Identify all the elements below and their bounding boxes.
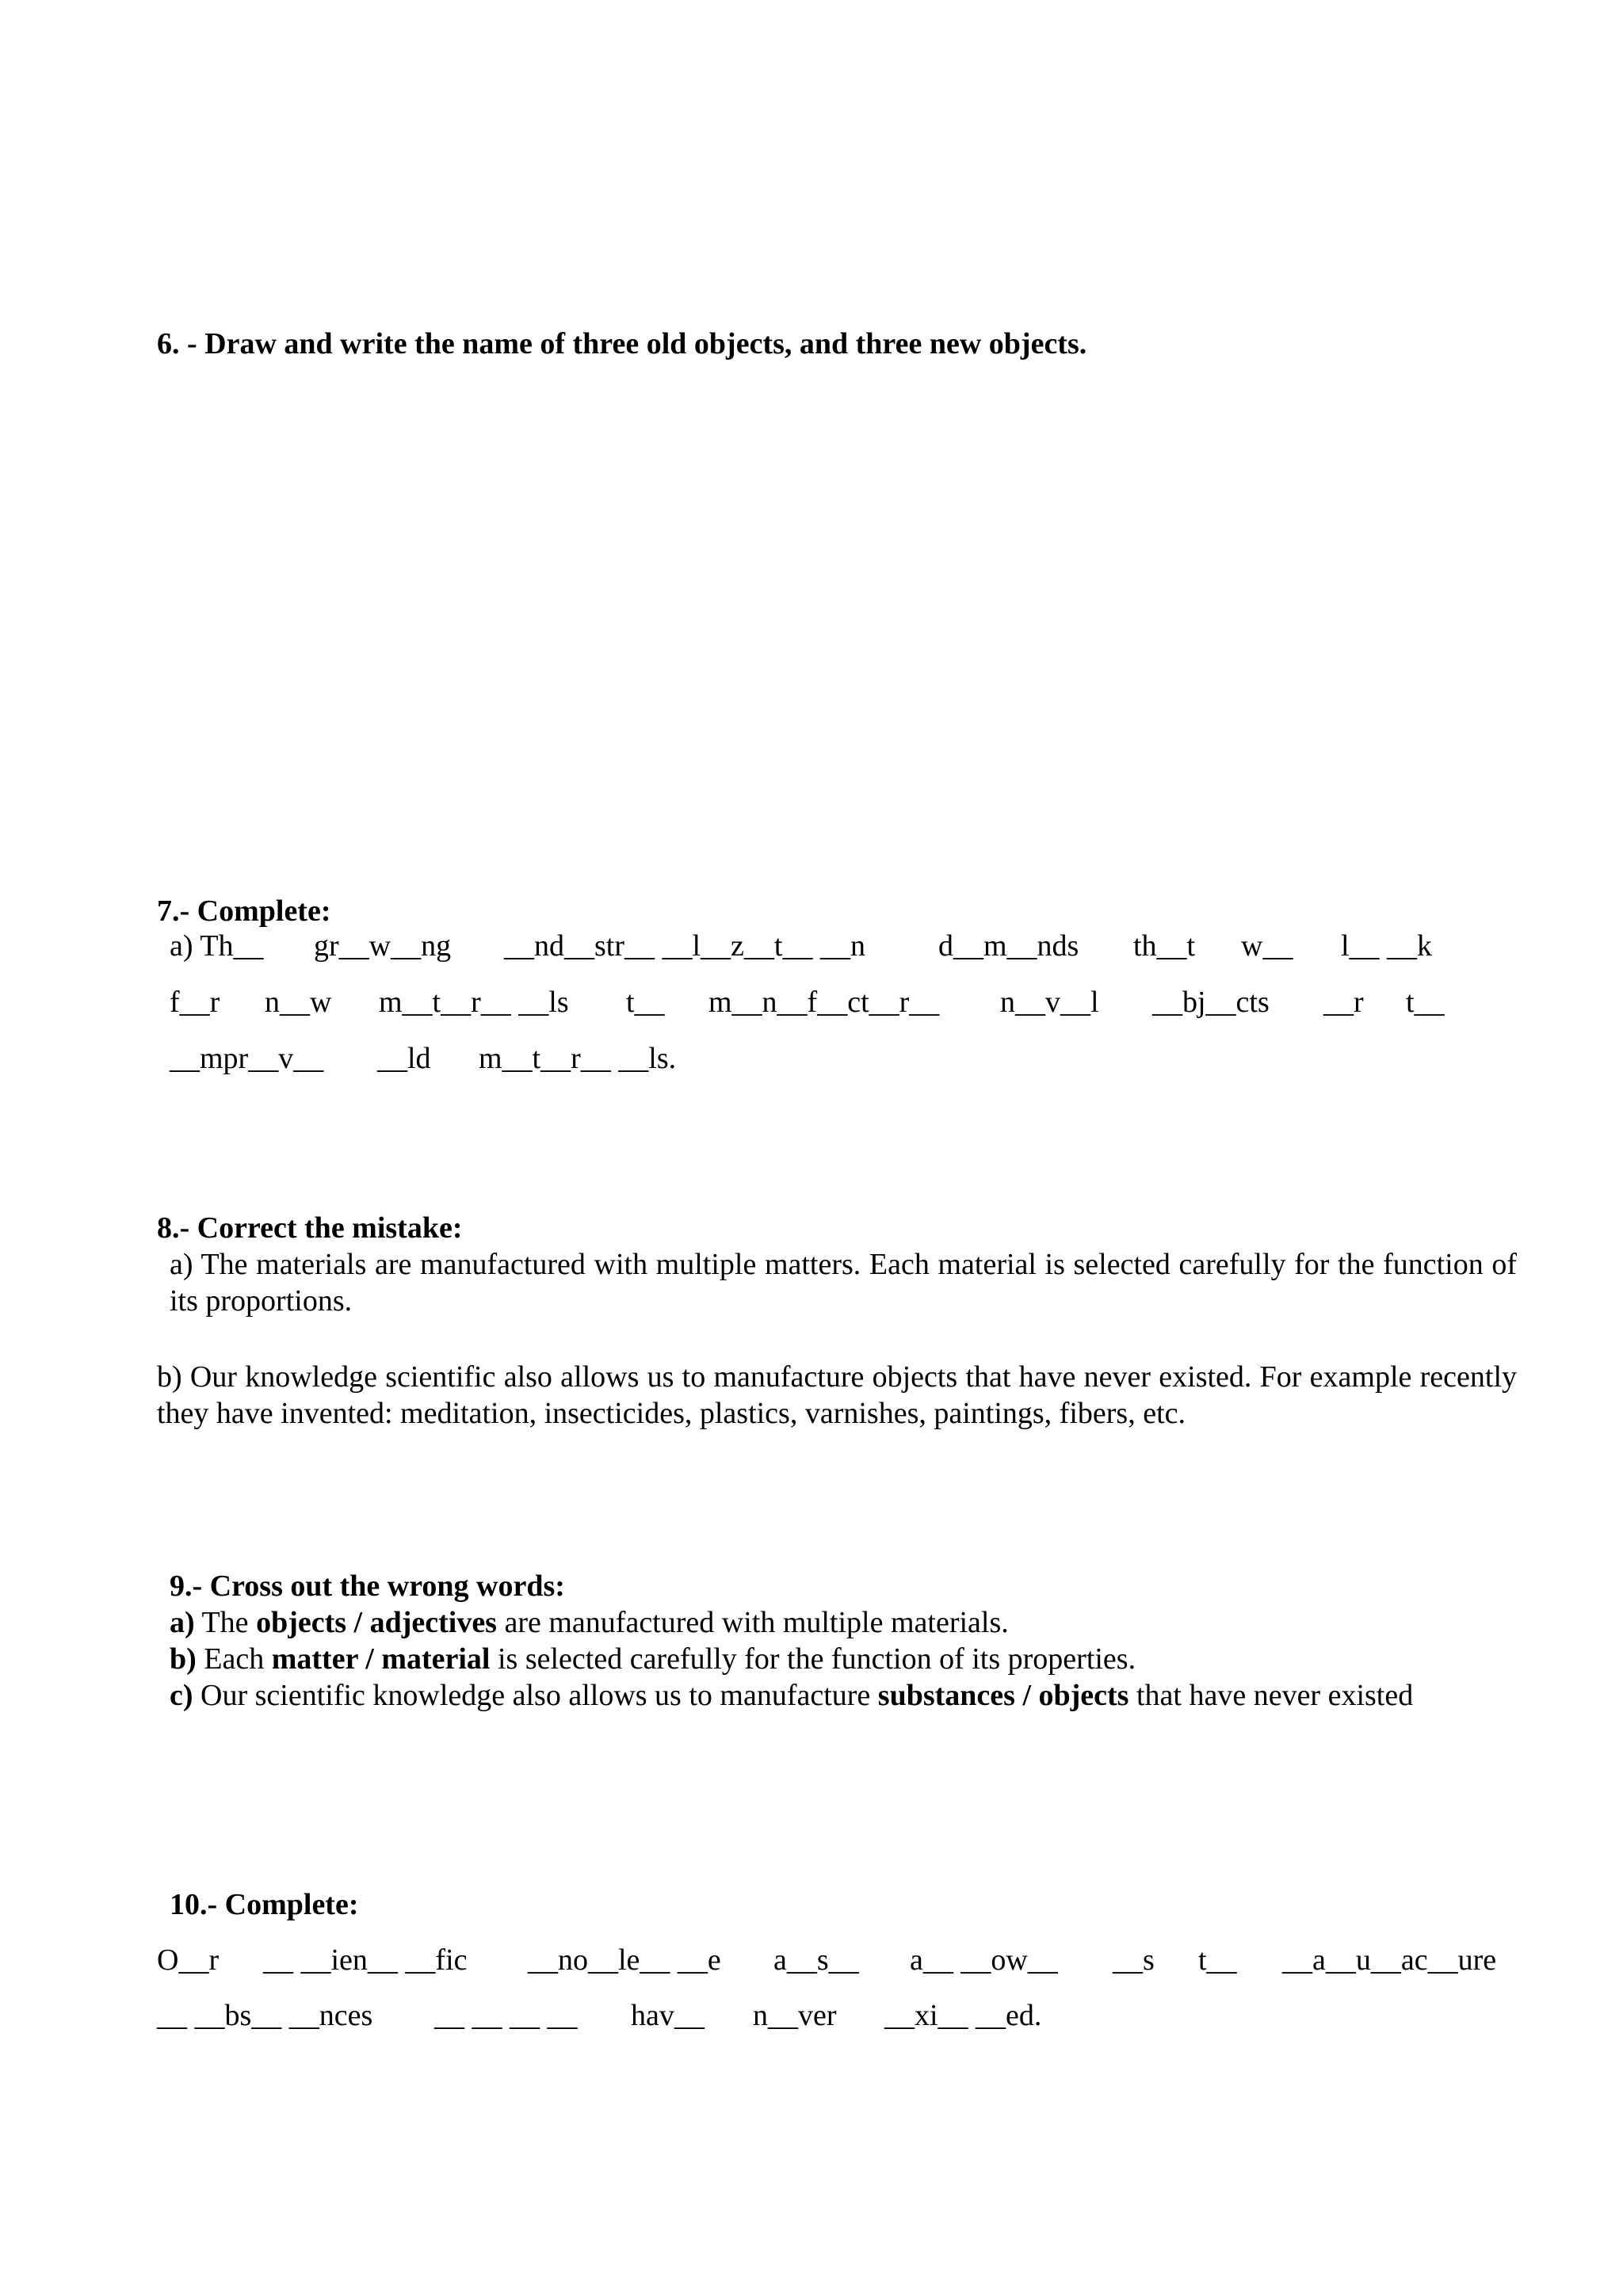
q7-line-1 [170, 929, 1432, 965]
q10-heading: 10.- Complete: [170, 1888, 359, 1921]
q7-blank-word: t__ [1406, 986, 1445, 1019]
q10-blank-word: __xi__ __ed. [884, 1999, 1042, 2032]
q10-blank-word: __ __ __ __ [434, 1999, 578, 2032]
q9-item-text: The [194, 1606, 257, 1639]
q9-item-label: c) [170, 1679, 193, 1712]
q9-item-text: Each [196, 1642, 272, 1676]
q7-blank-word: m__n__f__ct__r__ [708, 986, 940, 1019]
q7-blank-word: t__ [626, 986, 665, 1019]
q9-item-label: b) [170, 1642, 197, 1676]
q7-blank-word: __r [1323, 986, 1364, 1019]
q9-choice[interactable]: substances / objects [877, 1679, 1129, 1712]
q7-blank-word: f__r [170, 986, 220, 1019]
q10-blank-word: hav__ [631, 1999, 705, 2032]
q10-blank-word: __no__le__ __e [528, 1943, 721, 1977]
q9-item-b [170, 1642, 1136, 1678]
q7-blank-word: a) Th__ [170, 929, 264, 963]
q7-blank-word: l__ __k [1341, 929, 1433, 963]
q9-item-text: that have never existed [1128, 1679, 1414, 1712]
q10-blank-word: O__r [157, 1943, 220, 1977]
q8-item-a: a) The materials are manufactured with multiple matters. Each material is selected carefully for the function of its proportions. [170, 1248, 1517, 1318]
q7-line-2 [170, 985, 1445, 1021]
q9-item-a [170, 1605, 1009, 1642]
q7-blank-word: __bj__cts [1152, 986, 1270, 1019]
q7-blank-word: th__t [1133, 929, 1196, 963]
q7-blank-word: m__t__r__ __ls [379, 986, 569, 1019]
q9-item-label: a) [170, 1606, 195, 1639]
q7-blank-word: gr__w__ng [314, 929, 452, 963]
q7-blank-word: __ld [377, 1042, 431, 1075]
q10-blank-word: n__ver [753, 1999, 837, 2032]
q10-blank-word: __a__u__ac__ure [1282, 1943, 1497, 1977]
q10-blank-word: __ __bs__ __nces [157, 1999, 373, 2032]
q7-blank-word: __nd__str__ __l__z__t__ __n [504, 929, 865, 963]
q9-item-c [170, 1678, 1413, 1714]
q9-item-text: Our scientific knowledge also allows us to manufacture [193, 1679, 878, 1712]
q10-blank-word: t__ [1198, 1943, 1237, 1977]
q8-item-b: b) Our knowledge scientific also allows us to manufacture objects that have never existed. For example recently they have invented: meditation, insecticides, plastics, varnishes, paintings, fibers, etc. [157, 1360, 1517, 1430]
q10-blank-word: __s [1113, 1943, 1155, 1977]
q6-heading: 6. - Draw and write the name of three old objects, and three new objects. [157, 327, 1087, 360]
q9-item-text: are manufactured with multiple materials. [496, 1606, 1009, 1639]
q10-blank-word: a__ __ow__ [910, 1943, 1058, 1977]
q7-heading: 7.- Complete: [157, 894, 331, 928]
q9-choice[interactable]: matter / material [271, 1642, 491, 1676]
q9-choice[interactable]: objects / adjectives [256, 1606, 497, 1639]
q8-heading: 8.- Correct the mistake: [157, 1211, 463, 1245]
q7-blank-word: d__m__nds [938, 929, 1079, 963]
q10-line-1 [157, 1943, 1496, 1979]
q7-blank-word: n__v__l [1000, 986, 1099, 1019]
q7-blank-word: __mpr__v__ [170, 1042, 324, 1075]
q7-line-3 [170, 1041, 676, 1077]
q10-line-2 [157, 1998, 1041, 2035]
q9-item-text: is selected carefully for the function of its properties. [490, 1642, 1136, 1676]
q10-blank-word: __ __ien__ __fic [263, 1943, 468, 1977]
q7-blank-word: n__w [265, 986, 332, 1019]
q9-heading: 9.- Cross out the wrong words: [170, 1569, 565, 1603]
q7-blank-word: m__t__r__ __ls. [479, 1042, 677, 1075]
q7-blank-word: w__ [1241, 929, 1293, 963]
q10-blank-word: a__s__ [773, 1943, 859, 1977]
